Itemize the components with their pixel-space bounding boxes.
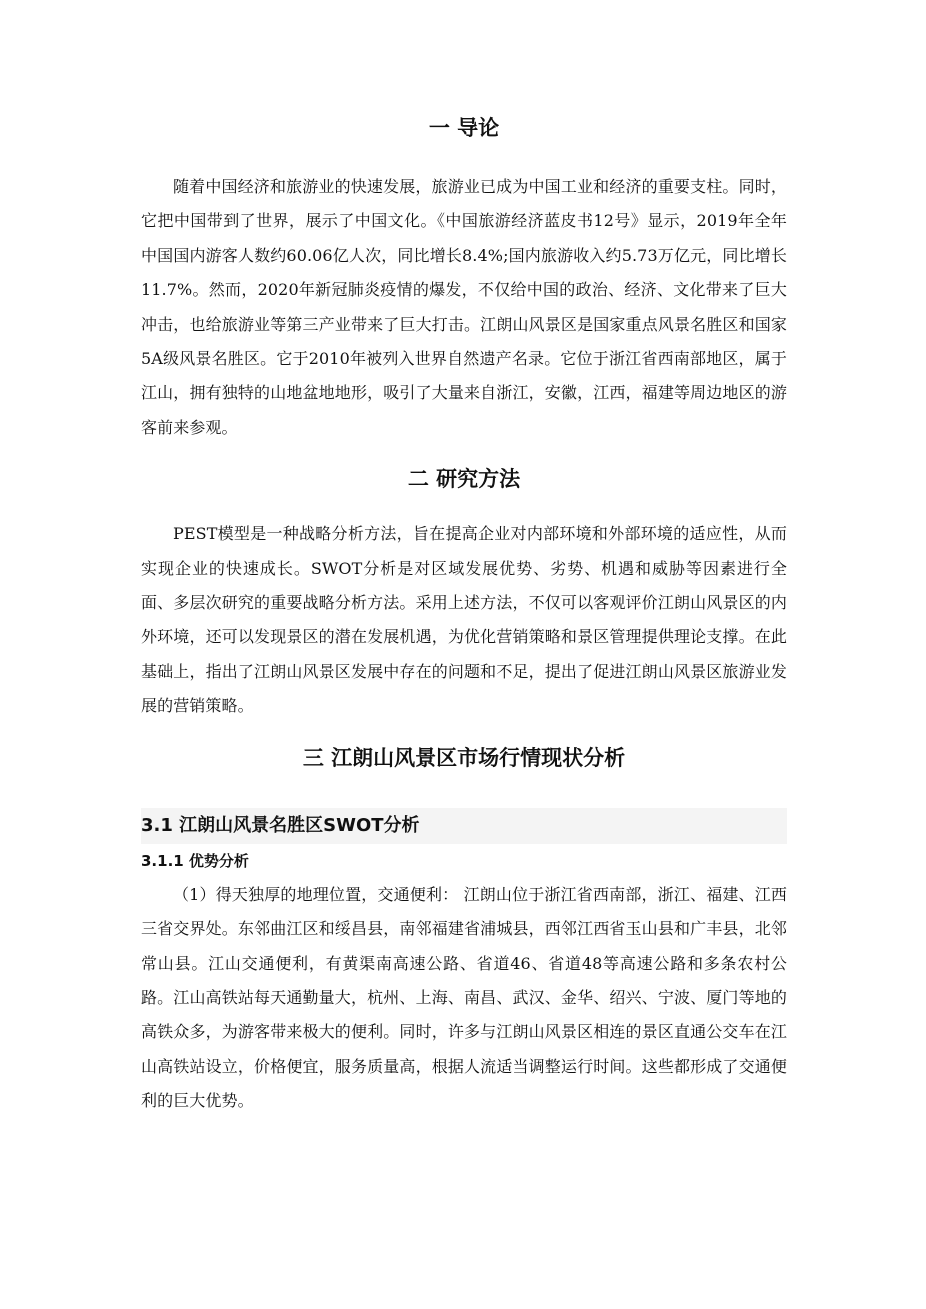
strengths-paragraph: （1）得天独厚的地理位置，交通便利： 江朗山位于浙江省西南部，浙江、福建、江西三省交界处。东邻曲江区和绥昌县，南邻福建省浦城县，西邻江西省玉山县和广丰县，北邻常山县。江山交通便利，有黄渠南高速公路、省道46、省道48等高速公路和多条农村公路。江山高铁站每天通勤量大，杭州、上海、南昌、武汉、金华、绍兴、宁波、厦门等地的高铁众多，为游客带来极大的便利。同时，许多与江朗山风景区相连的景区直通公交车在江山高铁站设立，价格便宜，服务质量高，根据人流适当调整运行时间。这些都形成了交通便利的巨大优势。: [141, 884, 787, 1111]
section-heading-introduction: 一 导论: [428, 116, 500, 140]
research-method-paragraph: PEST模型是一种战略分析方法，旨在提高企业对内部环境和外部环境的适应性，从而实现企业的快速成长。SWOT分析是对区域发展优势、劣势、机遇和威胁等因素进行全面、多层次研究的重要战略分析方法。采用上述方法，不仅可以客观评价江朗山风景区的内外环境，还可以发现景区的潜在发展机遇，为优化营销策略和景区管理提供理论支撑。在此基础上，指出了江朗山风景区发展中存在的问题和不足，提出了促进江朗山风景区旅游业发展的营销策略。: [141, 524, 787, 716]
subsubsection-heading-strengths: 3.1.1 优势分析: [141, 851, 249, 870]
introduction-paragraph: 随着中国经济和旅游业的快速发展，旅游业已成为中国工业和经济的重要支柱。同时，它把中国带到了世界，展示了中国文化。《中国旅游经济蓝皮书12号》显示，2019年全年中国国内游客人数约60.06亿人次，同比增长8.4%;国内旅游收入约5.73万亿元，同比增长11.7%。然而，2020年新冠肺炎疫情的爆发，不仅给中国的政治、经济、文化带来了巨大冲击，也给旅游业等第三产业带来了巨大打击。江朗山风景区是国家重点风景名胜区和国家5A级风景名胜区。它于2010年被列入世界自然遗产名录。它位于浙江省西南部地区，属于江山，拥有独特的山地盆地地形，吸引了大量来自浙江，安徽，江西，福建等周边地区的游客前来参观。: [141, 177, 787, 437]
document-body: [141, 108, 787, 1119]
section-heading-research-method: 二 研究方法: [407, 467, 521, 492]
subsection-heading-swot: 3.1 江朗山风景名胜区SWOT分析: [141, 808, 787, 844]
section-heading-market-analysis: 三 江朗山风景区市场行情现状分析: [302, 745, 626, 770]
